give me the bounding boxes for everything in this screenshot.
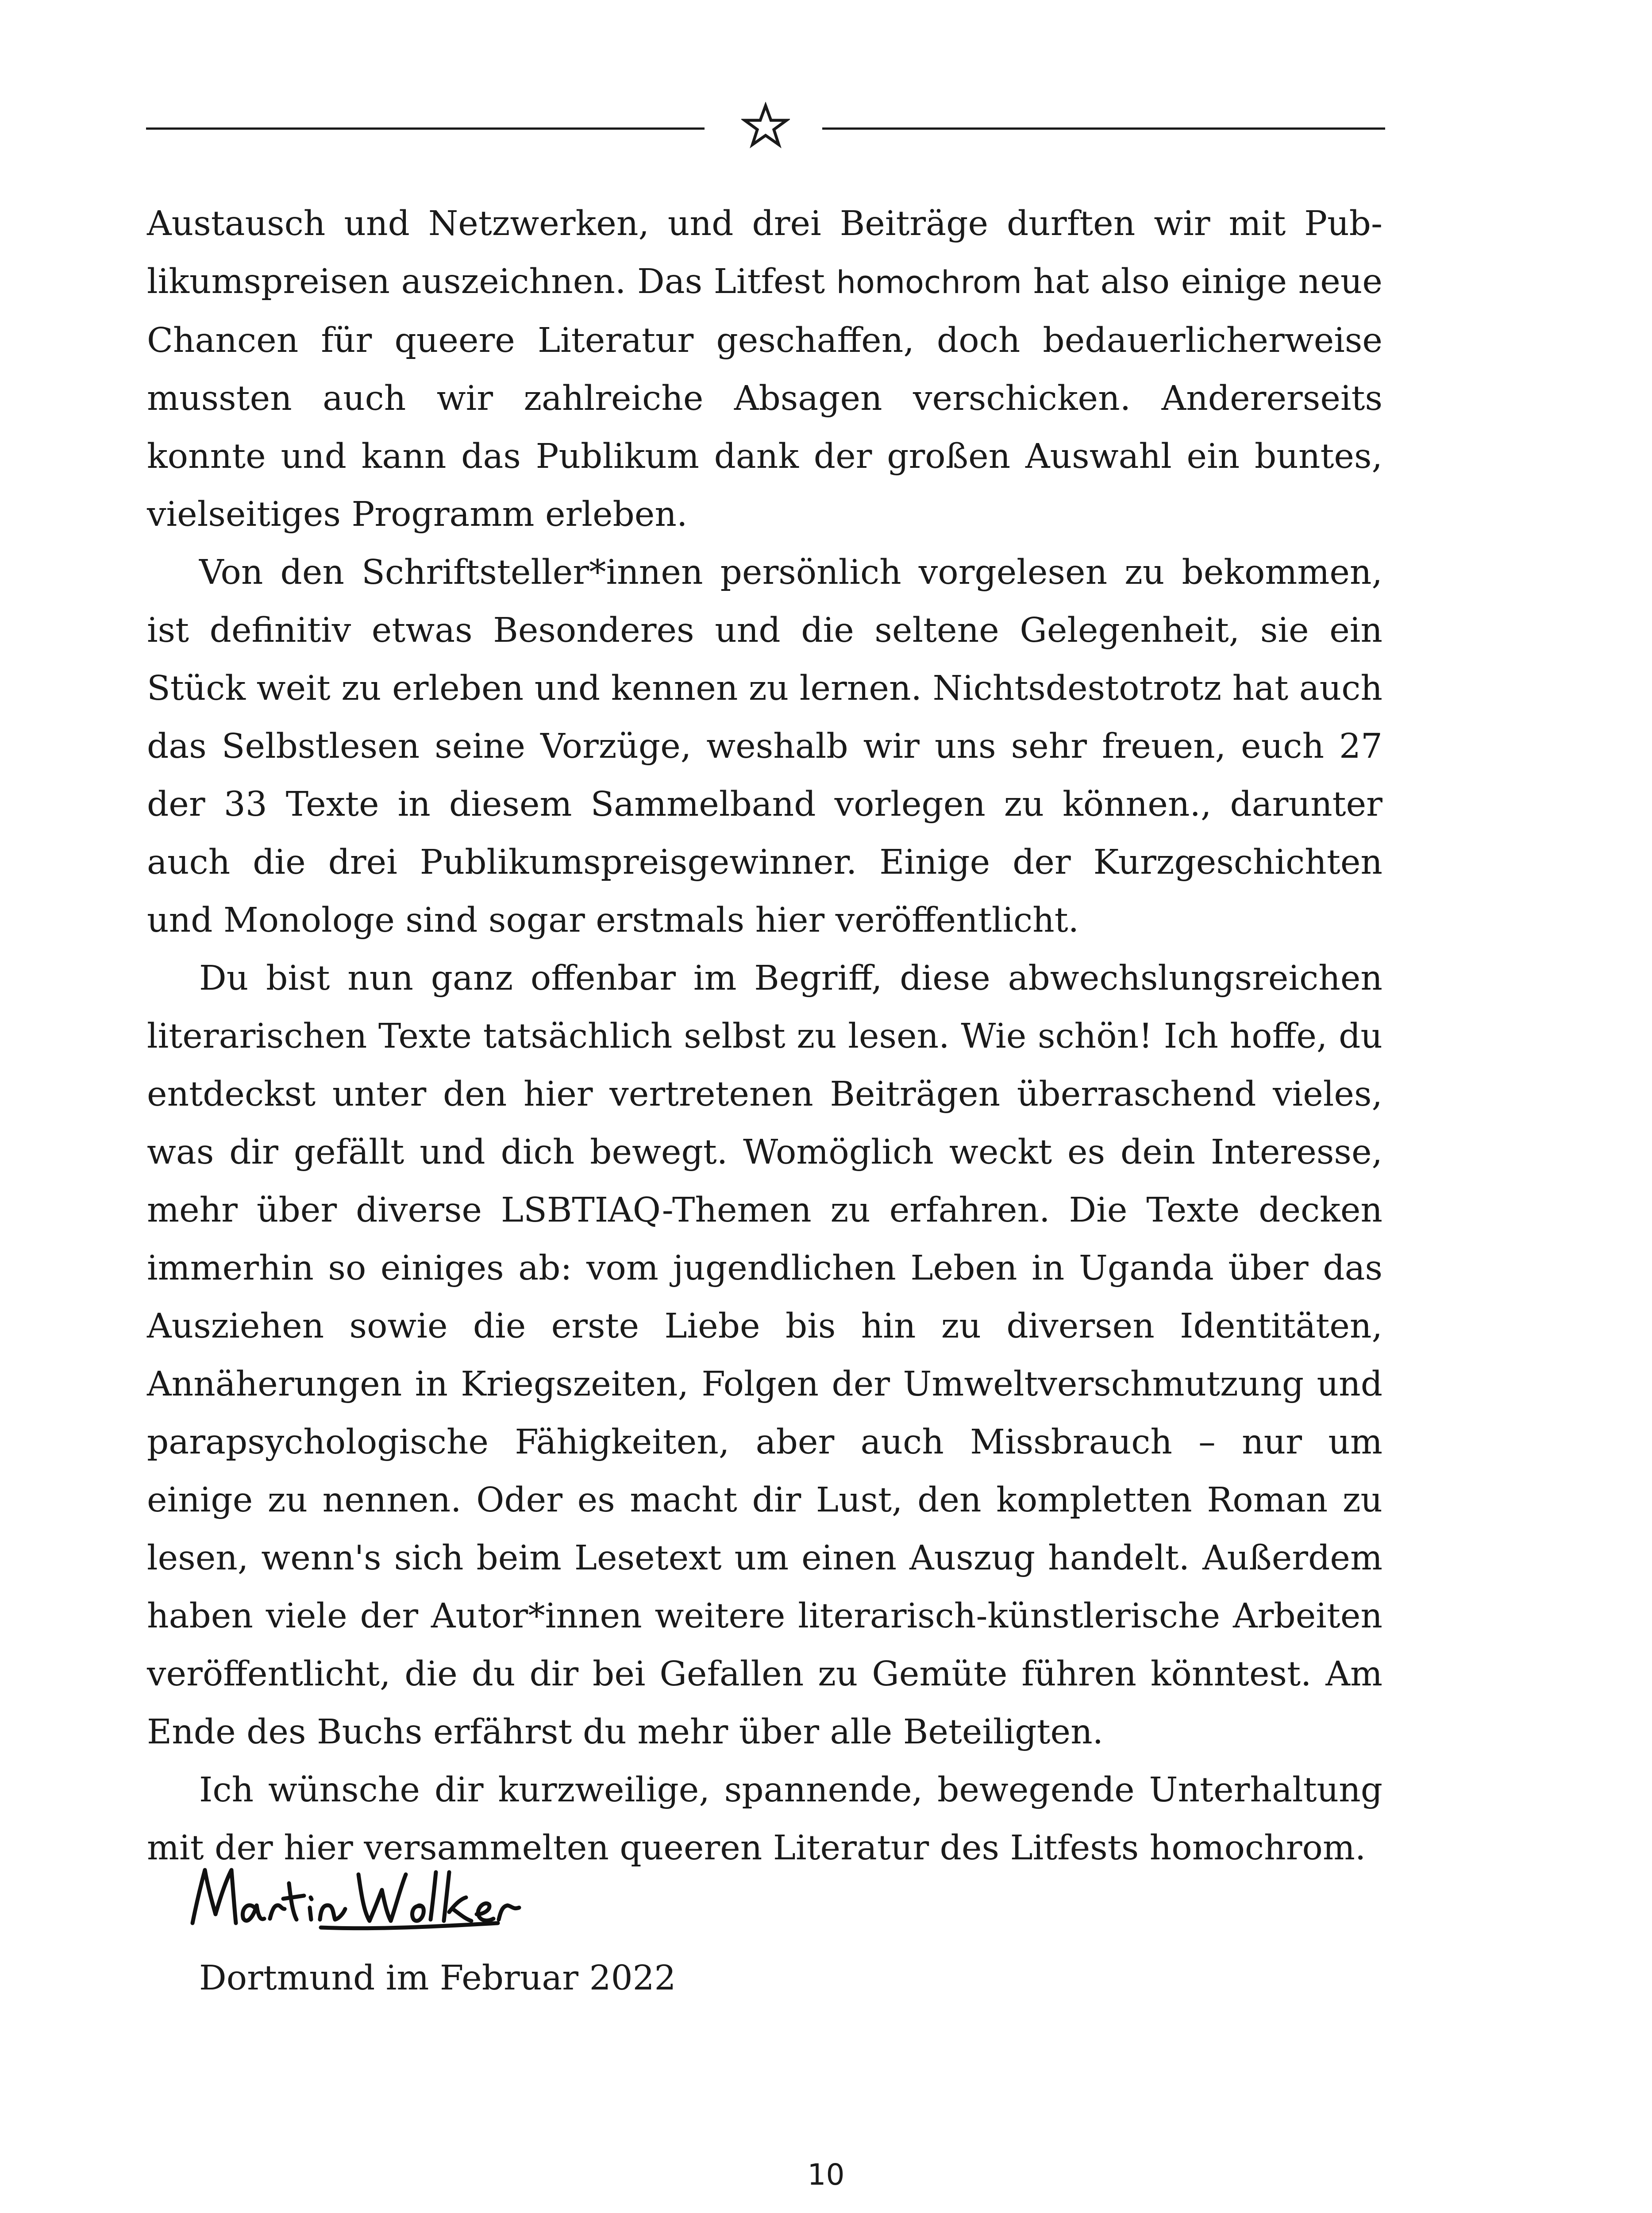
handwritten-signature bbox=[188, 1857, 533, 1936]
star-outline-icon bbox=[741, 102, 790, 150]
header-ornament bbox=[146, 102, 1385, 155]
paragraph-3: Du bist nun ganz offenbar im Begriff, diese abwechslungsreichen literarischen Texte tatsächlich selbst zu lesen. Wie schön! Ich hoffe, du entdeckst unter den hier vertretenen Beiträgen überraschend vieles, was dir gefällt und dich bewegt. Womöglich weckt es dein Interesse, mehr über diverse LSBTIAQ-Themen zu erfahren. Die Texte decken immerhin so einiges ab: vom jugendlichen Leben in Uganda über das Ausziehen sowie die erste Liebe bis hin zu diversen Identitäten, Annäherungen in Kriegszeiten, Folgen der Umweltverschmutzung und parapsychologische Fähigkeiten, aber auch Missbrauch – nur um einige zu nennen. Oder es macht dir Lust, den kompletten Roman zu lesen, wenn's sich beim Lesetext um einen Auszug handelt. Außerdem haben viele der Autor*innen weitere literarisch-künstlerische Arbeiten veröffentlicht, die du dir bei Gefallen zu Gemüte führen könntest. Am Ende des Buchs erfährst du mehr über alle Beteiligten. bbox=[147, 959, 1382, 1752]
place-date: Dortmund im Februar 2022 bbox=[199, 1959, 676, 1998]
page-number: 10 bbox=[807, 2158, 845, 2192]
paragraph-2: Von den Schriftsteller*innen persönlich vorgelesen zu bekommen, ist definitiv etwas Besonderes und die seltene Gelegenheit, sie ein Stück weit zu erleben und kennen zu lernen. Nichtsdestotrotz hat auch das Selbstlesen seine Vorzüge, weshalb wir uns sehr freuen, euch 27 der 33 Texte in diesem Sammelband vorlegen zu können., darunter auch die drei Publikumspreisgewinner. Einige der Kurzgeschichten und Monologe sind sogar erstmals hier veröffentlicht. bbox=[147, 553, 1382, 940]
paragraph-4: Ich wünsche dir kurzweilige, spannende, bewegende Unterhaltung mit der hier versammelten queeren Literatur des Litfests homochrom. bbox=[147, 1770, 1382, 1868]
right-rule bbox=[822, 127, 1385, 130]
paragraph-1-part1: Austausch und Netzwerken, und drei Beiträge durften wir mit Publikumspreisen auszeichnen. Das Litfest bbox=[147, 204, 1382, 301]
paragraph-1 bbox=[147, 195, 1382, 544]
brand-name: homochrom bbox=[836, 264, 1022, 301]
left-rule bbox=[146, 127, 705, 130]
paragraph-1-part2: hat also einige neue Chancen für queere Literatur geschaffen, doch bedauerlicherweise mussten auch wir zahlreiche Absagen verschicken. Andererseits konnte und kann das Publikum dank der großen Auswahl ein buntes, vielseitiges Programm erleben. bbox=[147, 262, 1382, 534]
body-text bbox=[147, 195, 1382, 1877]
